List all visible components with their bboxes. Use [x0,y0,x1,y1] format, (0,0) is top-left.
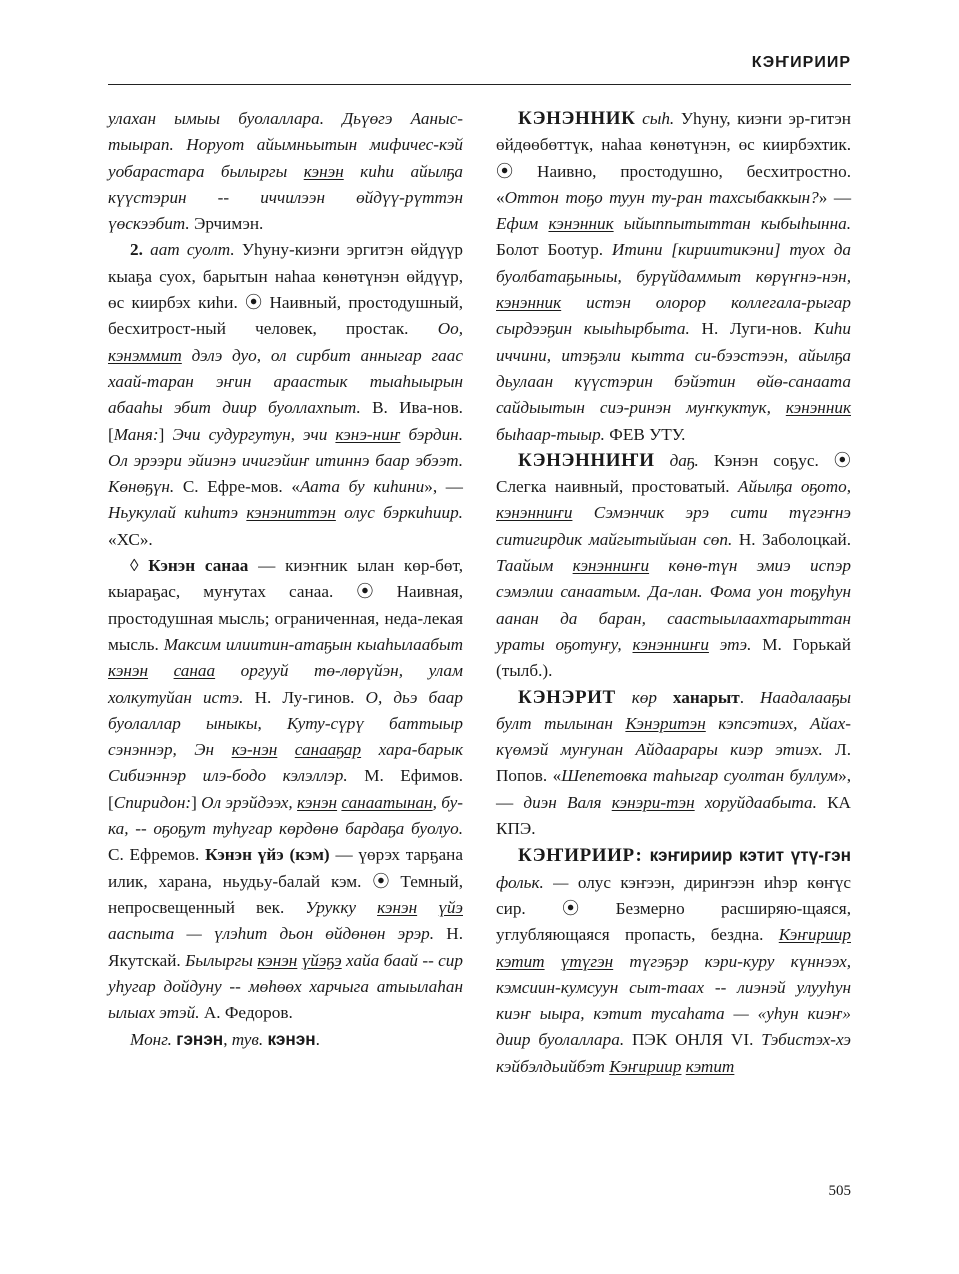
text-run: ПЭК ОНЛЯ VI. [632,1030,762,1050]
italic-text: ыйыппытыттан кыбыhынна. [613,214,851,234]
example-keyword: кэнэнниҥи [572,556,650,576]
italic-text: , бу-ка, -- оҕоҕут туhугар көрдөнө бардаҕа буолуо. [108,792,463,839]
entry-kenenningi [496,448,851,685]
italic-text: хайа баай -- сир уhугар дойдуну -- мөhөөх харчыга атыылаhан ылыах этэй. [108,950,463,1023]
bold-term: кэнэн [267,1029,316,1050]
italic-text: Тэбистэх-хэ кэйбэлдьийбэт [496,1030,851,1076]
headword: КЭНЭННИҤИ [518,449,655,471]
text-run: Л. Попов. « [496,740,851,786]
entry-kenennik [496,106,851,448]
italic-text: Былыргы [185,950,258,970]
example-keyword: үтүгэн [560,951,614,971]
italic-text: Шепетовка таhыгар суолтан буллум [561,766,839,786]
italic-text: көнө-түн эмиэ испэр сэмэлии санаатым. Да-лан. Фома уон тоҕуhун аанан да баран, саастыылаахтарыттан ураты оҕотуҥу, [496,556,852,654]
example-keyword: санаа [173,661,216,681]
example-keyword: кэнэн [377,897,418,917]
italic-text: истэн олорор коллегала-рыгар сырдээҕин кыыhырбыта. [496,293,851,339]
header-rule [108,84,851,85]
example-keyword: кэнэммит [108,345,182,365]
example-keyword: кэнэн [297,792,338,812]
italic-text: фольк. — [496,872,578,892]
example-keyword: кэнэн [108,661,149,681]
text-run: — үөрэх тарҕана илик, харана, ньудьу-балай кэм. ⦿ Темный, непросвещенный век. [108,845,463,917]
text-run: Эрчимэн. [194,214,264,234]
example-keyword: санааҕар [294,740,362,760]
italic-text: тув. [231,1030,268,1050]
example-keyword: кэнэн [257,950,298,970]
text-run: олус кэҥээн, дириҥээн иhэр көҥүс сир. ⦿ Безмерно расширяю-щаяся, углубляющаяся пропасть, бездна. [496,872,851,945]
italic-text: Максим илиитин-атаҕын кыаhылаабыт [163,634,463,654]
italic-text: оргууй тө-лөрүйэн, улам холкутуйан истэ. [108,661,463,707]
italic-text: кэпсэтиэх, Айах-күөмэй муҥунан Айдаарары киэр этиэх. [496,713,851,760]
example-keyword: Кэнэритэн [625,713,706,733]
phrase-kenen-sanaa [108,553,463,1026]
text-run: КА КПЭ. [496,792,851,839]
italic-text: ааспыта — үлэhит дьон өйдөнөн эрэр. [108,924,447,944]
example-keyword: кэнэри-тэн [611,792,695,812]
text-run: Уhуну, киэҥи эр-гитэн өйдөөбөттүк, наhаа көнөтүнэн, өс киирбэхтик. ⦿ Наивно, простодушно, бесхитростно. « [496,109,851,207]
bold-term: Кэнэн үйэ (кэм) [205,845,330,865]
italic-text: Ефим [496,214,549,234]
para-continuation [108,106,463,237]
example-keyword: санаатынан [341,792,433,812]
bold-term: Кэнэн санаа [148,556,249,576]
text-run: С. Ефре-мов. « [182,477,300,497]
italic-text: этэ. [708,634,763,654]
italic-text: Оо, [437,319,463,339]
etymology [108,1026,463,1053]
italic-text [417,898,438,917]
italic-text: Монг. [130,1030,177,1050]
text-run: ◊ [130,556,149,576]
italic-text: хара-барык Сибиэннэр илэ-бодо кэлэллэр. [108,740,463,786]
text-run: М. Горькай (тылб.). [496,634,852,681]
text-run: Н. Лу-гинов. [254,687,366,707]
italic-text: сыh. [635,109,681,128]
example-keyword: кэтит [496,951,545,971]
example-keyword: кэнэнник [785,398,851,418]
italic-text: Маня: [113,424,159,444]
example-keyword: кэнэниттэн [246,503,336,523]
bold-term: кэҥириир кэтит үтү-гэн [649,845,852,866]
headword: КЭҤИРИИР: [518,845,650,867]
text-run: Н. Якутскай. [108,924,463,970]
text-run: », — [496,766,852,812]
example-keyword: кэнэ-ниҥ [335,424,401,444]
text-run: Уhуну-киэҥи эргитэн өйдүүр кыаҕа суох, барытын наhаа көнөтүнэн өйдүүр, өс киирбэх киhи. ⦿ Наивный, простодушный, бесхитрост-ный человек, простак. [108,240,463,339]
italic-text: Ньукулай киhитэ [108,503,247,523]
italic-text: олус бэркиhиир. [335,503,463,523]
italic-text: диэн Валя [523,792,612,812]
text-run: М. Ефимов. [ [108,766,463,812]
italic-text: Оттон тоҕо туун ту-ран тахсыбаккын? [504,187,819,207]
sense-2 [108,237,463,553]
text-run: Н. Луги-нов. [701,319,814,339]
left-column [108,106,463,1054]
headword: КЭНЭРИТ [518,686,616,708]
italic-text [545,952,561,971]
italic-text: Таайым [496,556,573,576]
italic-text: Эчи судургутун, эчи [172,424,336,444]
text-run: С. Ефремов. [108,845,206,865]
example-keyword: кэнэнниҥи [632,634,709,654]
italic-text: даҕ. [654,450,714,470]
text-run: Н. Заболоцкай. [738,529,851,549]
running-head: КЭҤИРИИР [751,54,851,71]
italic-text: Аата бу киhини [299,477,425,497]
italic-text: киhи айылҕа күүстэрин -- иччилээн өйдүү-рүттэн үөскээбит. [108,161,463,234]
text-run: » — [818,187,852,207]
text-run: ФЕВ УТУ. [609,424,686,444]
italic-text: бэрдин. Ол эрээри эйиэнэ ичигэйиҥ итиннэ баар эбээт. Көнөҕүн. [108,424,463,497]
example-keyword: үйэ [438,897,463,917]
italic-text: Ол эрэйдээх, [201,792,298,812]
text-run: А. Федоров. [203,1003,293,1023]
italic-text: Сэмэнчик эрэ сити түгэҥнэ ситигирдик майгытыйыан сөп. [496,503,851,549]
italic-text: О, дьэ баар буолаллар ыныкы, Куту-сүрү баттыыр сэнэннэр, Эн [108,687,463,760]
italic-text: аат суолт. [150,240,242,260]
example-keyword: кэтит [685,1056,735,1076]
example-keyword: Кэҥириир [609,1056,682,1076]
italic-text: Айылҕа оҕото, [738,477,851,497]
entry-kenerit [496,685,851,843]
italic-text: дэлэ дуо, ол сирбит анныгар гаас хаай-таран эҥин араастык тыаhыырын абааhы эбит диир буоллахпыт. [108,345,463,418]
text-run: Кэнэн соҕус. ⦿ Слегка наивный, простоватый. [496,450,851,497]
example-keyword: үйэҕэ [301,950,342,970]
italic-text: көр [615,687,673,707]
italic-text: ] туох да буолбатаҕыныы, бурүйдаммыт көрүҥнэ-нэн, [496,240,851,286]
text-run: «ХС». [108,529,153,549]
italic-text: кириитикэни [677,240,774,260]
italic-text: хоруйдаабыта. [694,792,828,812]
text-run: . [315,1030,320,1050]
text-run: Болот Боотур. [496,240,612,260]
text-run: ] [158,424,173,444]
text-run: », — [424,477,463,497]
entry-kengiriir [496,842,851,1080]
italic-text: Наадалааҕы булт тылынан [496,687,852,733]
example-keyword: кэнэнник [548,214,614,234]
example-keyword: кэнэн [303,161,344,181]
example-keyword: кэ-нэн [231,740,278,760]
bold-term: 2. [130,240,151,260]
example-keyword: кэнэнник [496,293,562,313]
text-run: — киэҥник ылан көр-бөт, кыараҕас, муҥутах санаа. ⦿ Наивная, простодушная мысль; ограниченная, неда-лекая мысль. [108,556,463,654]
text-run: . [739,687,760,707]
italic-text: Урукку [305,897,378,917]
text-run: ] [191,792,202,812]
italic-text [277,740,294,759]
italic-text: түгэҕэр кэри-куру күннээх, кэмсиин-кумсуун сыт-таах -- лиэнэй улууhун киэҥ ыыра, кэтит тусаhата — «уhун киэҥ» диир буолаллара. [496,951,852,1050]
italic-text: Спиридон: [113,792,192,812]
italic-text: Киhи иччини, итэҕэли кытта си-бээстээн, айылҕа дьулаан күүстэрин бэйэтин өйө-санаата сайдыытын сиэ-ринэн муҥкуктук, [496,319,851,418]
headword: КЭНЭННИК [518,108,636,129]
right-column [496,106,851,1080]
example-keyword: Кэҥириир [778,925,851,945]
text-run: В. Ива-нов. [ [108,398,463,444]
italic-text [148,661,174,680]
italic-text: улахан ымыы буолаллара. Дьүөгэ Ааныс-тыырап. Норуот айымньытын мифичес-кэй уобарастара былыргы [108,109,463,181]
italic-text: быhаар-тыыр. [496,424,610,444]
bold-term: гэнэн [176,1029,224,1050]
text-run: , [223,1030,232,1050]
example-keyword: кэнэнниҥи [496,503,573,523]
italic-text: Итини [ [611,240,678,260]
page-number: 505 [828,1183,851,1199]
bold-term: ханарыт [672,687,740,707]
